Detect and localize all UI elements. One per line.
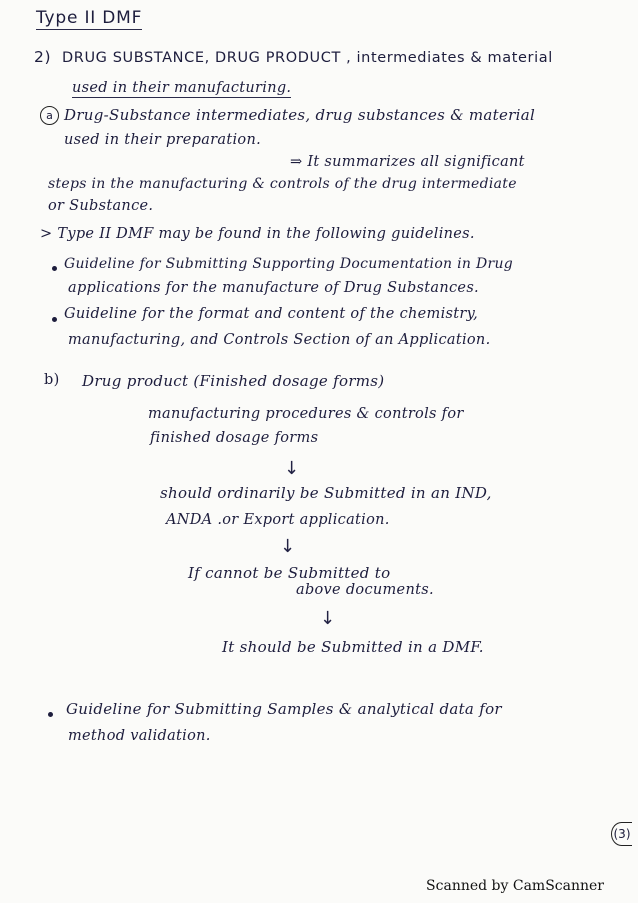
heading-line2: used in their manufacturing. bbox=[72, 80, 292, 96]
section-a-line4: steps in the manufacturing & controls of the drug intermediate bbox=[48, 176, 517, 192]
bullet bbox=[48, 712, 53, 717]
guideline-b-line1: Guideline for Submitting Samples & analytical data for bbox=[66, 700, 502, 718]
flow-step-4: It should be Submitted in a DMF. bbox=[222, 638, 484, 656]
section-b-heading: Drug product (Finished dosage forms) bbox=[82, 372, 385, 390]
section-a-marker: a bbox=[40, 106, 59, 125]
page-number-mark: (3) bbox=[611, 822, 632, 846]
guideline-1-line1: Guideline for Submitting Supporting Documentation in Drug bbox=[64, 256, 514, 272]
bullet bbox=[52, 317, 57, 322]
flow-step-3-line1: If cannot be Submitted to bbox=[188, 564, 391, 582]
guideline-2-line2: manufacturing, and Controls Section of an Application. bbox=[68, 332, 491, 348]
section-a-line3: ⇒ It summarizes all significant bbox=[290, 154, 525, 170]
down-arrow-icon: ↓ bbox=[320, 608, 336, 629]
flow-step-1-line1: manufacturing procedures & controls for bbox=[148, 406, 464, 422]
scanner-watermark: Scanned by CamScanner bbox=[426, 878, 604, 894]
heading-number: 2) bbox=[34, 48, 52, 66]
section-a-line2: used in their preparation. bbox=[64, 132, 262, 148]
section-a-line5: or Substance. bbox=[48, 198, 154, 214]
down-arrow-icon: ↓ bbox=[280, 536, 296, 557]
flow-step-1-line2: finished dosage forms bbox=[150, 430, 319, 446]
guideline-1-line2: applications for the manufacture of Drug Substances. bbox=[68, 280, 479, 296]
flow-step-2-line1: should ordinarily be Submitted in an IND, bbox=[160, 484, 492, 502]
down-arrow-icon: ↓ bbox=[284, 458, 300, 479]
guideline-b-line2: method validation. bbox=[68, 728, 211, 744]
heading-line1: DRUG SUBSTANCE, DRUG PRODUCT , intermediates & material bbox=[62, 50, 553, 66]
flow-step-2-line2: ANDA .or Export application. bbox=[166, 512, 390, 528]
guideline-2-line1: Guideline for the format and content of the chemistry, bbox=[64, 306, 479, 322]
flow-step-3-line2: above documents. bbox=[296, 582, 434, 598]
bullet bbox=[52, 266, 57, 271]
page-title: Type II DMF bbox=[36, 8, 143, 28]
section-b-marker: b) bbox=[44, 372, 60, 388]
section-a-line1: Drug-Substance intermediates, drug substances & material bbox=[64, 106, 536, 124]
type2-guidelines-note: > Type II DMF may be found in the following guidelines. bbox=[40, 226, 475, 242]
